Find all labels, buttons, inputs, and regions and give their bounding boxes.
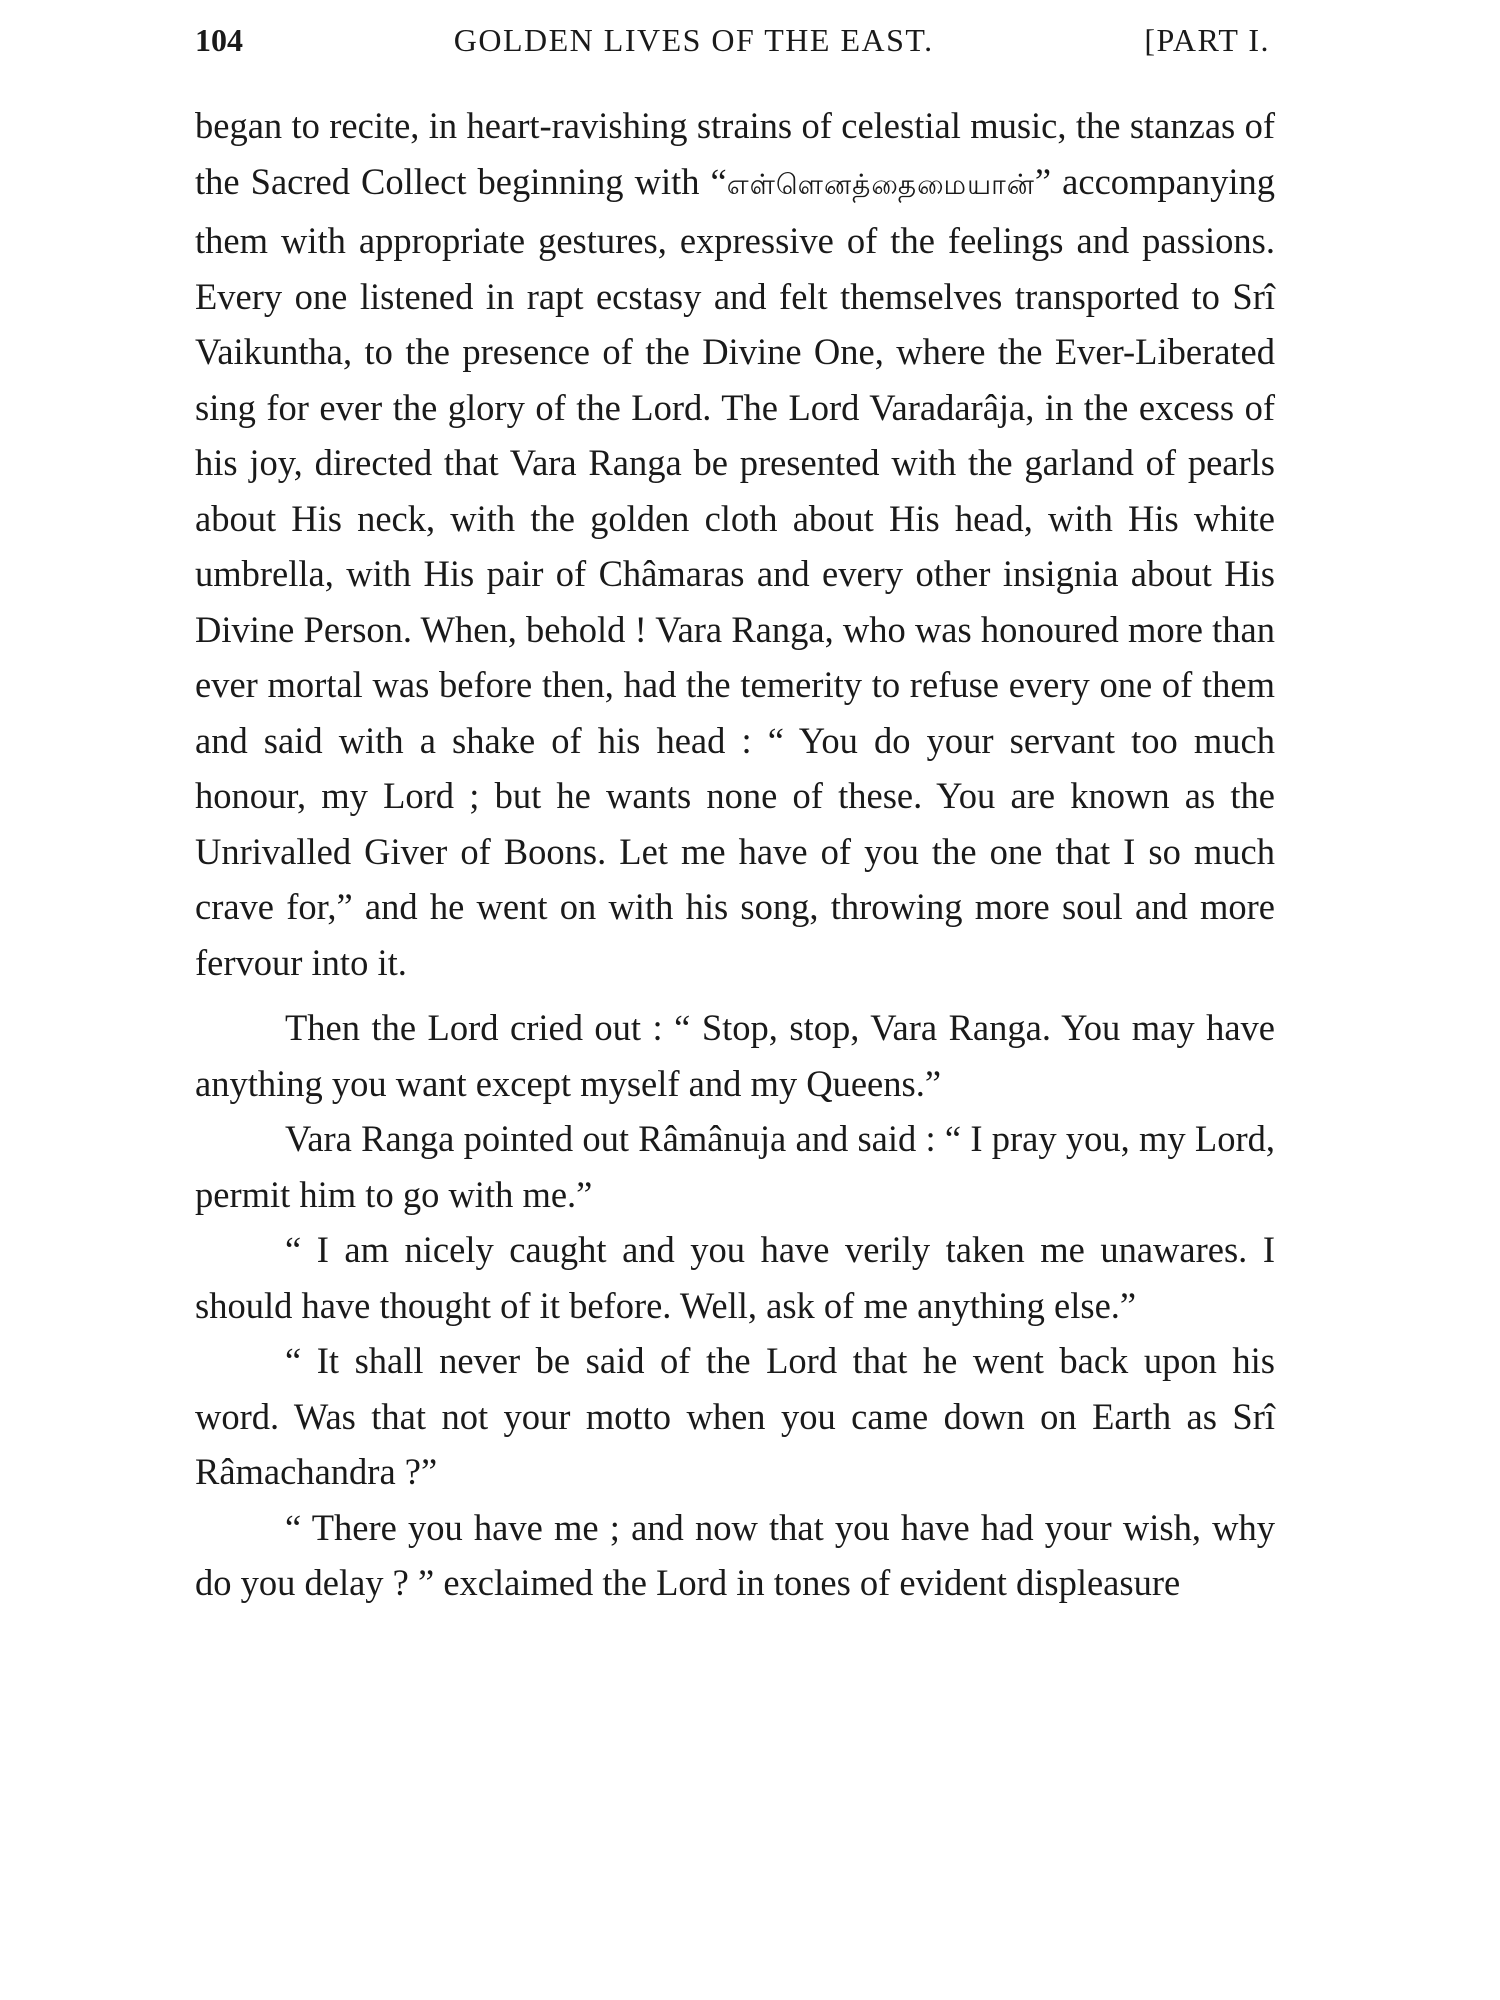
page-number: 104 (195, 22, 243, 58)
tamil-incipit: எள்ளெனத்தைமையான் (726, 169, 1035, 201)
paragraph-text-end: ” accompanying them with appropriate gestures, expressive of the feelings and passions. Every one listened in rapt ecstasy and felt themselves transported to Srî Vaikuntha, to the presence of the Divine One, where the Ever-Liberated sing for ever the glory of the Lord. The Lord Varadarâja, in the excess of his joy, directed that Vara Ranga be presented with the garland of pearls about His neck, with the golden cloth about His head, with His white umbrella, with His pair of Châmaras and every other insignia about His Divine Person. When, behold ! Vara Ranga, who was honoured more than ever mortal was before then, had the temerity to refuse every one of them and said with a shake of his head : “ You do your servant too much honour, my Lord ; but he wants none of these. You are known as the Unrivalled Giver of Boons. Let me have of you the one that I so much crave for,” and he went on with his song, throwing more soul and more fervour into it. (195, 160, 1275, 983)
part-label: [PART I. (1144, 22, 1270, 58)
running-title: GOLDEN LIVES OF THE EAST. (453, 22, 934, 58)
body-text (195, 98, 1275, 1611)
running-header (195, 22, 1270, 59)
paragraph: “ It shall never be said of the Lord that he went back upon his word. Was that not your motto when you came down on Earth as Srî Râmachandra ?” (195, 1340, 1275, 1492)
paragraph: Then the Lord cried out : “ Stop, stop, Vara Ranga. You may have anything you want except myself and my Queens.” (195, 1007, 1275, 1104)
paragraph (195, 98, 1275, 990)
paragraph-text-start: began to recite, in heart-ravishing strains of celestial music, the stanzas of the Sacred Collect beginning with “ (195, 105, 1275, 202)
paragraph: “ There you have me ; and now that you have had your wish, why do you delay ? ” exclaimed the Lord in tones of evident displeasure (195, 1506, 1275, 1603)
paragraph: “ I am nicely caught and you have verily taken me unawares. I should have thought of it before. Well, ask of me anything else.” (195, 1229, 1275, 1326)
paragraph: Vara Ranga pointed out Râmânuja and said : “ I pray you, my Lord, permit him to go with me.” (195, 1118, 1275, 1215)
